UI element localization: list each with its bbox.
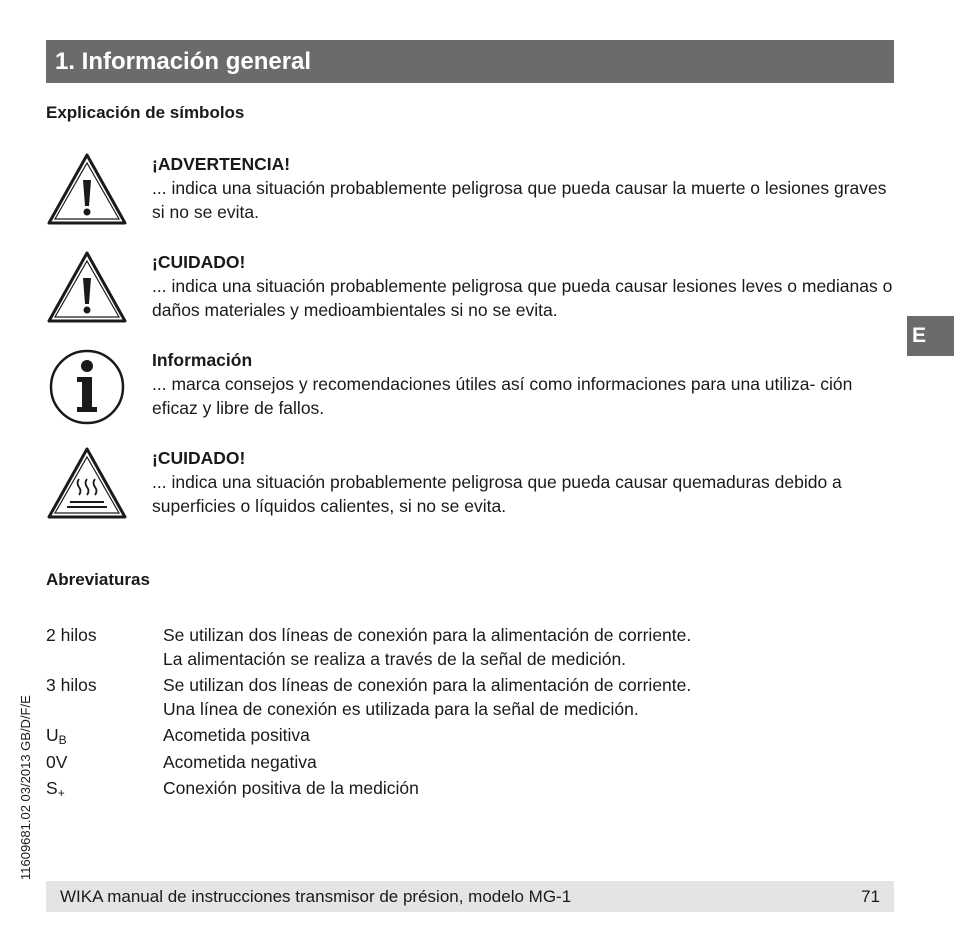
abbreviation-term: $U_B$ — [46, 725, 67, 747]
abbreviation-definition: Acometida positiva — [163, 725, 310, 745]
page-footer — [46, 881, 894, 912]
symbol-hot-surface — [46, 446, 896, 526]
language-tab: E — [907, 316, 954, 356]
abbreviations-heading: Abreviaturas — [46, 570, 150, 589]
information-circle-icon — [46, 348, 128, 426]
abbreviation-term: 3 hilos — [46, 675, 97, 695]
caution-triangle-icon — [46, 250, 128, 324]
symbol-title: ¡CUIDADO! — [152, 252, 246, 272]
abbreviation-definition: Acometida negativa — [163, 752, 317, 772]
symbol-text: ... marca consejos y recomendaciones útiles así como informaciones para una utiliza- ción eficaz y libre de fallos. — [152, 374, 853, 418]
abbreviation-definition: Una línea de conexión es utilizada para la señal de medición. — [163, 699, 639, 719]
symbol-caution — [46, 250, 896, 330]
symbol-title: ¡CUIDADO! — [152, 448, 246, 468]
symbols-heading: Explicación de símbolos — [46, 103, 245, 122]
abbreviation-term: 2 hilos — [46, 625, 97, 645]
abbreviation-definition: La alimentación se realiza a través de la señal de medición. — [163, 649, 627, 669]
abbreviation-definition: Se utilizan dos líneas de conexión para la alimentación de corriente. — [163, 675, 692, 695]
section-title: 1. Información general — [46, 40, 894, 83]
warning-triangle-icon — [46, 152, 128, 226]
symbol-information — [46, 348, 896, 428]
symbol-text: ... indica una situación probablemente peligrosa que pueda causar la muerte o lesiones graves si no se evita. — [152, 178, 887, 222]
document-code: 11609681.02 03/2013 GB/D/F/E — [18, 695, 33, 880]
symbol-title: Información — [152, 350, 253, 370]
symbol-title: ¡ADVERTENCIA! — [152, 154, 291, 174]
symbol-text: ... indica una situación probablemente peligrosa que pueda causar lesiones leves o medianas o daños materiales y medioambientales si no se evita. — [152, 276, 893, 320]
symbol-warning — [46, 152, 896, 232]
page-number: 71 — [861, 887, 880, 906]
symbol-text: ... indica una situación probablemente peligrosa que pueda causar quemaduras debido a superficies o líquidos calientes, si no se evita. — [152, 472, 842, 516]
abbreviation-term: $S_+$ — [46, 778, 65, 800]
footer-document-title: WIKA manual de instrucciones transmisor de présion, modelo MG-1 — [60, 887, 572, 906]
abbreviation-term: 0V — [46, 752, 68, 772]
abbreviation-definition: Conexión positiva de la medición — [163, 778, 419, 798]
hot-surface-icon — [46, 446, 128, 520]
abbreviation-definition: Se utilizan dos líneas de conexión para la alimentación de corriente. — [163, 625, 692, 645]
